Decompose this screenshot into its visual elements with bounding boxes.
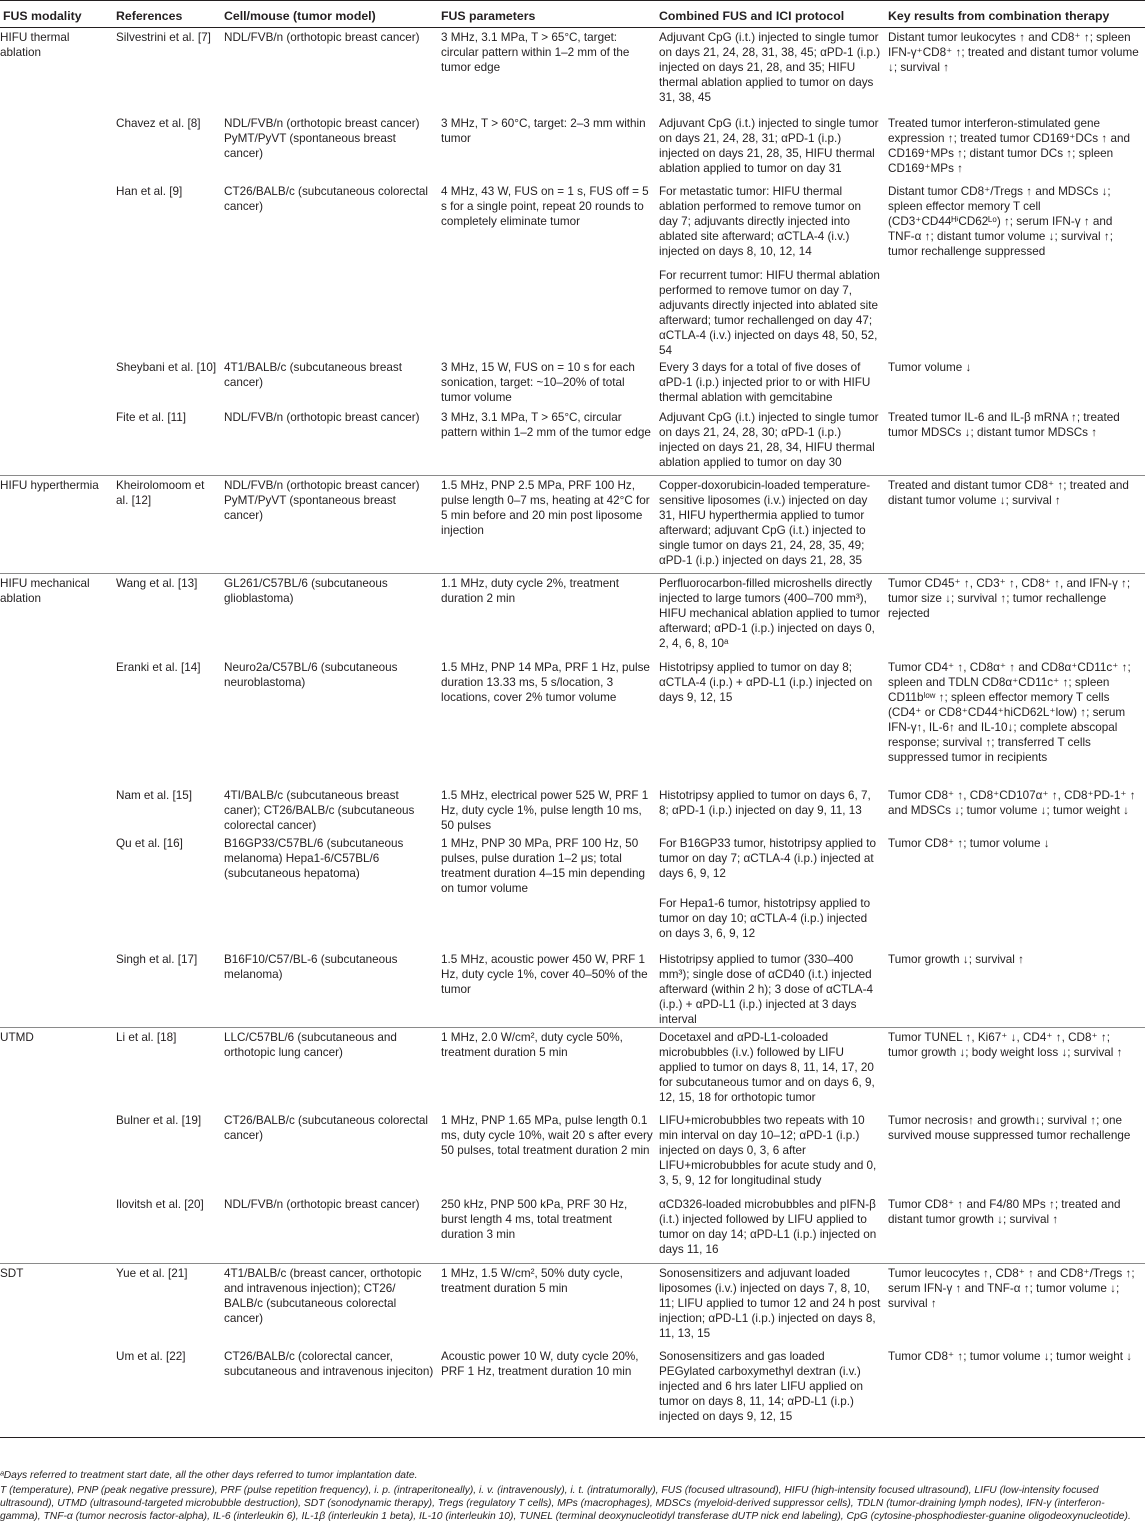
footnote-abbreviations: T (temperature), PNP (peak negative pressure), PRF (pulse repetition frequency), i. p. (intraperitoneally), i. v. (intravenously), i. t. (intratumorally), FUS (focused ultrasound), HIFU (high-intensity focused ultrasound), LIFU (low-intensity focused ultrasound), UTMD (ultrasound-targeted microbubble destruction), SDT (sonodynamic therapy), Tregs (regulatory T cells), MPs (macrophages), MDSCs (myeloid-derived suppressor cells), TDLN (tumor-draining lymph nodes), IFN-γ (interferon-gamma), TNF-α (tumor necrosis factor-alpha), IL-6 (interleukin 6), IL-1β (interleukin 1 beta), IL-10 (interleukin 10), TUNEL (terminal deoxynucleotidyl transferase dUTP nick end labeling), CpG (cytosine-phosphodiester-guanine oligodeoxynucleotide).: [0, 1485, 1131, 1522]
cell-protocol: Adjuvant CpG (i.t.) injected to single tumor on days 21, 24, 28, 30; αPD-1 (i.p.) injected on days 21, 28, 34, HIFU thermal ablation applied to tumor on day 30: [659, 410, 879, 469]
cell-protocol: LIFU+microbubbles two repeats with 10 min interval on day 10–12; αPD-1 (i.p.) injected on days 0, 3, 6 after LIFU+microbubbles for acute study and 0, 3, 5, 9, 12 for longitudinal study: [659, 1114, 877, 1187]
cell-results: Tumor CD8⁺ ↑; tumor volume ↓; tumor weight ↓: [885, 1347, 1145, 1437]
cell-params: 1.5 MHz, PNP 2.5 MPa, PRF 100 Hz, pulse length 0–7 ms, heating at 42°C for 5 min before and 20 min post liposome injection: [438, 476, 656, 574]
cell-protocol: Every 3 days for a total of five doses of αPD-1 (i.p.) injected prior to or with HIFU thermal ablation with gemcitabine: [659, 360, 871, 404]
cell-params: Acoustic power 10 W, duty cycle 20%, PRF 1 Hz, treatment duration 10 min: [438, 1347, 656, 1437]
cell-params: 3 MHz, 3.1 MPa, T > 65°C, target: circular pattern within 1–2 mm of the tumor edge: [441, 31, 630, 74]
footnote-a: ᵃDays referred to treatment start date, all the other days referred to tumor implantation date.: [0, 1470, 418, 1481]
cell-modality: SDT: [0, 1263, 113, 1347]
cell-protocol: For B16GP33 tumor, histotripsy applied to tumor on day 7; αCTLA-4 (i.p.) injected at days 6, 9, 12: [659, 836, 876, 880]
cell-params: 1.5 MHz, PNP 14 MPa, PRF 1 Hz, pulse duration 13.33 ms, 5 s/location, 3 locations, cover 2% tumor volume: [441, 660, 650, 704]
cell-reference: Wang et al. [13]: [113, 574, 221, 658]
table-row: [0, 358, 1145, 408]
cell-protocol: αCD326-loaded microbubbles and pIFN-β (i.t.) injected followed by LIFU applied to tumor on day 14; αPD-L1 (i.p.) injected on days 11, 16: [659, 1198, 877, 1256]
cell-protocol: Histotripsy applied to tumor on days 6, 7, 8; αPD-1 (i.p.) injected on day 9, 11, 13: [659, 788, 871, 817]
table-row: [0, 268, 1145, 358]
cell-protocol: Sonosensitizers and gas loaded PEGylated carboxymethyl dextran (i.v.) injected and 6 hrs later LIFU applied on tumor on days 8, 11, 14; αPD-L1 (i.p.) injected on days 9, 12, 15: [656, 1347, 885, 1437]
header-protocol: Combined FUS and ICI protocol: [656, 1, 885, 28]
table-row: [0, 658, 1145, 786]
cell-protocol: Adjuvant CpG (i.t.) injected to single tumor on days 21, 24, 28, 31; αPD-1 (i.p.) injected on days 21, 28, 35, HIFU thermal ablation applied to tumor on day 31: [659, 116, 879, 175]
cell-protocol: Sonosensitizers and adjuvant loaded liposomes (i.v.) injected on days 7, 8, 10, 11; LIFU applied to tumor 12 and 24 h post injection; αPD-L1 (i.p.) injected on days 8, 11, 13, 15: [656, 1263, 885, 1347]
cell-model: NDL/FVB/n (orthotopic breast cancer): [224, 31, 420, 44]
cell-results: Tumor necrosis↑ and growth↓; survival ↑; one survived mouse suppressed tumor rechallenge: [888, 1114, 1131, 1142]
cell-model: CT26/BALB/c (subcutaneous colorectal cancer): [224, 184, 428, 213]
cell-results: Distant tumor leukocytes ↑ and CD8⁺ ↑; spleen IFN-γ⁺CD8⁺ ↑; treated and distant tumor volume ↓; survival ↑: [888, 31, 1139, 74]
cell-protocol: Perfluorocarbon-filled microshells directly injected to large tumors (400–700 mm³), HIFU mechanical ablation applied to tumor afterward; αPD-1 (i.p.) injected on days 0, 2, 4, 6, 8, 10ᵃ: [656, 574, 885, 658]
cell-model: 4T1/BALB/c (breast cancer, orthotopic and intravenous injection); CT26/ BALB/c (subcutaneous colorectal cancer): [221, 1263, 438, 1347]
cell-params: 3 MHz, T > 60°C, target: 2–3 mm within tumor: [441, 116, 646, 145]
cell-reference: Li et al. [18]: [113, 1027, 221, 1111]
cell-results: [885, 268, 1145, 358]
cell-model: CT26/BALB/c (colorectal cancer, subcutaneous and intravenous injeciton): [221, 1347, 438, 1437]
cell-results: [885, 896, 1145, 950]
cell-params: 3 MHz, 3.1 MPa, T > 65°C, circular pattern within 1–2 mm of the tumor edge: [441, 410, 651, 439]
cell-params: [438, 268, 656, 358]
cell-modality: HIFU hyperthermia: [0, 476, 113, 574]
cell-modality: HIFU mechanical ablation: [0, 574, 113, 658]
cell-modality: UTMD: [0, 1027, 113, 1111]
cell-params: 1 MHz, 1.5 W/cm², 50% duty cycle, treatment duration 5 min: [438, 1263, 656, 1347]
cell-params: 1.1 MHz, duty cycle 2%, treatment duration 2 min: [438, 574, 656, 658]
cell-params: 1.5 MHz, electrical power 525 W, PRF 1 Hz, duty cycle 1%, pulse length 10 ms, 50 pulses: [441, 788, 649, 832]
table-row: [0, 1347, 1145, 1437]
cell-reference: Eranki et al. [14]: [116, 660, 201, 674]
cell-params: 1.5 MHz, acoustic power 450 W, PRF 1 Hz, duty cycle 1%, cover 40–50% of the tumor: [441, 952, 648, 996]
cell-results: Tumor growth ↓; survival ↑: [888, 952, 1024, 966]
cell-protocol: For recurrent tumor: HIFU thermal ablation performed to remove tumor on day 7, adjuvants directly injected into ablated site afterward; tumor rechallenged on day 47; αCTLA-4 (i.v.) injected on days 48, 50, 52, 54: [659, 268, 880, 357]
cell-protocol: Histotripsy applied to tumor on day 8; αCTLA-4 (i.p.) + αPD-L1 (i.p.) injected on days 9, 12, 15: [659, 660, 873, 704]
header-model: Cell/mouse (tumor model): [221, 1, 438, 28]
cell-model: NDL/FVB/n (orthotopic breast cancer) PyMT/PyVT (spontaneous breast cancer): [221, 476, 438, 574]
cell-params: 1 MHz, 2.0 W/cm², duty cycle 50%, treatment duration 5 min: [438, 1027, 656, 1111]
cell-params: 1 MHz, PNP 30 MPa, PRF 100 Hz, 50 pulses, pulse duration 1–2 μs; total treatment duration 4–15 min depending on tumor volume: [441, 836, 646, 895]
cell-params: [438, 896, 656, 950]
cell-params: 250 kHz, PNP 500 kPa, PRF 30 Hz, burst length 4 ms, total treatment duration 3 min: [441, 1198, 628, 1241]
cell-results: Tumor volume ↓: [888, 360, 972, 374]
table-row: [0, 476, 1145, 574]
table-row: [0, 182, 1145, 268]
cell-protocol: For Hepa1-6 tumor, histotripsy applied to tumor on day 10; αCTLA-4 (i.p.) injected on days 3, 6, 9, 12: [659, 896, 871, 940]
cell-params: 4 MHz, 43 W, FUS on = 1 s, FUS off = 5 s for a single point, repeat 20 rounds to completely eliminate tumor: [441, 184, 649, 228]
header-results: Key results from combination therapy: [885, 1, 1145, 28]
cell-reference: Sheybani et al. [10]: [116, 360, 217, 374]
table-row: [0, 786, 1145, 834]
cell-results: Tumor CD8⁺ ↑, CD8⁺CD107α⁺ ↑, CD8⁺PD-1⁺ ↑ and MDSCs ↓; tumor volume ↓; tumor weight ↓: [888, 788, 1136, 817]
cell-modality: [0, 182, 113, 268]
cell-reference: Qu et al. [16]: [116, 836, 183, 850]
cell-reference: Ilovitsh et al. [20]: [116, 1198, 204, 1211]
table-row: [0, 574, 1145, 658]
cell-model: NDL/FVB/n (orthotopic breast cancer) PyMT/PyVT (spontaneous breast cancer): [224, 116, 420, 160]
cell-reference: Bulner et al. [19]: [116, 1114, 202, 1127]
table-row: [0, 1195, 1145, 1263]
cell-model: [221, 268, 438, 358]
header-row: [0, 1, 1145, 28]
cell-model: LLC/C57BL/6 (subcutaneous and orthotopic lung cancer): [221, 1027, 438, 1111]
cell-results: Tumor TUNEL ↑, Ki67⁺ ↓, CD4⁺ ↑, CD8⁺ ↑; tumor growth ↓; body weight loss ↓; survival ↑: [885, 1027, 1145, 1111]
cell-reference: [113, 896, 221, 950]
cell-reference: Han et al. [9]: [116, 184, 183, 198]
table-row: [0, 1263, 1145, 1347]
cell-modality: [0, 358, 113, 408]
cell-model: Neuro2a/C57BL/6 (subcutaneous neuroblastoma): [224, 660, 398, 689]
cell-modality: [0, 1347, 113, 1437]
cell-protocol: Histotripsy applied to tumor (330–400 mm³); single dose of αCD40 (i.t.) injected afterward (within 2 h); 3 dose of αCTLA-4 (i.p.) + αPD-L1 (i.p.) injected at 3 days interval: [659, 952, 873, 1026]
cell-modality: [0, 268, 113, 358]
cell-modality: [0, 114, 113, 182]
cell-results: Treated tumor interferon-stimulated gene expression ↑; treated tumor CD169⁺DCs ↑ and CD169⁺MPs ↑; distant tumor DCs ↑; spleen CD169⁺MPs ↑: [888, 116, 1130, 175]
cell-modality: [0, 658, 113, 786]
table-row: [0, 1111, 1145, 1195]
cell-model: B16F10/C57/BL-6 (subcutaneous melanoma): [224, 952, 398, 981]
cell-reference: Chavez et al. [8]: [116, 116, 201, 130]
cell-protocol: Docetaxel and αPD-L1-coloaded microbubbles (i.v.) followed by LIFU applied to tumor on days 8, 11, 14, 17, 20 for subcutaneous tumor and on days 6, 9, 12, 15, 18 for orthotopic tumor: [656, 1027, 885, 1111]
cell-reference: Kheirolomoom et al. [12]: [113, 476, 221, 574]
table-row: [0, 408, 1145, 476]
table-row: [0, 834, 1145, 896]
cell-modality: [0, 786, 113, 834]
table-row: [0, 950, 1145, 1028]
cell-protocol: Adjuvant CpG (i.t.) injected to single tumor on days 21, 24, 28, 31, 38, 45; αPD-1 (i.p.) injected on days 21, 28, and 35; HIFU thermal ablation applied to tumor on days 31, 38, 45: [659, 31, 881, 104]
cell-results: Tumor CD8⁺ ↑ and F4/80 MPs ↑; treated and distant tumor growth ↓; survival ↑: [888, 1198, 1121, 1226]
cell-model: B16GP33/C57BL/6 (subcutaneous melanoma) Hepa1-6/C57BL/6 (subcutaneous hepatoma): [224, 836, 404, 880]
cell-model: CT26/BALB/c (subcutaneous colorectal cancer): [224, 1114, 428, 1142]
cell-results: Tumor CD8⁺ ↑; tumor volume ↓: [888, 836, 1050, 850]
cell-modality: [0, 834, 113, 896]
cell-model: 4T1/BALB/c (subcutaneous breast cancer): [224, 360, 403, 389]
cell-results: Distant tumor CD8⁺/Tregs ↑ and MDSCs ↓; spleen effector memory T cell (CD3⁺CD44ᴴⁱCD62ᴸᵒ) ↑; serum IFN-γ ↑ and TNF-α ↑; distant tumor volume ↓; survival ↑; tumor rechallenge suppressed: [888, 184, 1113, 258]
table-row: [0, 28, 1145, 114]
cell-params: 1 MHz, PNP 1.65 MPa, pulse length 0.1 ms, duty cycle 10%, wait 20 s after every 50 pulses, total treatment duration 2 min: [441, 1114, 653, 1157]
cell-reference: Um et al. [22]: [113, 1347, 221, 1437]
cell-protocol: Copper-doxorubicin-loaded temperature-sensitive liposomes (i.v.) injected on day 31, HIFU hyperthermia applied to tumor afterward; adjuvant CpG (i.t.) injected to single tumor on days 21, 24, 28, 35, 49; αPD-1 (i.p.) injected on days 21, 28, 35: [656, 476, 885, 574]
cell-params: 3 MHz, 15 W, FUS on = 10 s for each sonication, target: ~10–20% of total tumor volume: [441, 360, 635, 404]
cell-results: Tumor CD45⁺ ↑, CD3⁺ ↑, CD8⁺ ↑, and IFN-γ ↑; tumor size ↓; survival ↑; tumor rechallenge rejected: [885, 574, 1145, 658]
cell-model: GL261/C57BL/6 (subcutaneous glioblastoma): [221, 574, 438, 658]
cell-model: 4TI/BALB/c (subcutaneous breast caner); CT26/BALB/c (subcutaneous colorectal cancer): [224, 788, 415, 832]
cell-protocol: For metastatic tumor: HIFU thermal ablation performed to remove tumor on day 7; adjuvants directly injected into ablated site afterward; αCTLA-4 (i.v.) injected on days 8, 10, 12, 14: [659, 184, 862, 258]
header-modality: FUS modality: [0, 1, 113, 28]
cell-results: Tumor leucocytes ↑, CD8⁺ ↑ and CD8⁺/Tregs ↑; serum IFN-γ ↑ and TNF-α ↑; tumor volume ↓; survival ↑: [885, 1263, 1145, 1347]
header-references: References: [113, 1, 221, 28]
cell-reference: Singh et al. [17]: [116, 952, 198, 966]
cell-modality: [0, 1111, 113, 1195]
cell-reference: Nam et al. [15]: [116, 788, 193, 802]
table-row: [0, 114, 1145, 182]
cell-reference: Silvestrini et al. [7]: [116, 31, 211, 44]
cell-modality: [0, 408, 113, 476]
cell-results: Tumor CD4⁺ ↑, CD8α⁺ ↑ and CD8α⁺CD11c⁺ ↑; spleen and TDLN CD8α⁺CD11c⁺ ↑; spleen CD11bˡᵒʷ ↑; spleen effector memory T cells (CD4⁺ or CD8⁺CD44⁺hiCD62L⁺low) ↑; serum IFN-γ↑, IL-6↑ and IL-10↓; complete abscopal response; survival ↑; transferred T cells suppressed tumor in recipients: [888, 660, 1131, 764]
cell-reference: [113, 268, 221, 358]
cell-reference: Yue et al. [21]: [113, 1263, 221, 1347]
cell-model: NDL/FVB/n (orthotopic breast cancer): [224, 410, 420, 424]
cell-modality: [0, 950, 113, 1028]
cell-reference: Fite et al. [11]: [116, 410, 186, 424]
cell-model: NDL/FVB/n (orthotopic breast cancer): [224, 1198, 420, 1211]
table-row: [0, 1027, 1145, 1111]
cell-model: [221, 896, 438, 950]
table-row: [0, 896, 1145, 950]
cell-modality: HIFU thermal ablation: [0, 31, 70, 59]
header-params: FUS parameters: [438, 1, 656, 28]
cell-modality: [0, 1195, 113, 1263]
cell-results: Treated and distant tumor CD8⁺ ↑; treated and distant tumor volume ↓; survival ↑: [885, 476, 1145, 574]
cell-modality: [0, 896, 113, 950]
cell-results: Treated tumor IL-6 and IL-β mRNA ↑; treated tumor MDSCs ↓; distant tumor MDSCs ↑: [888, 410, 1120, 439]
